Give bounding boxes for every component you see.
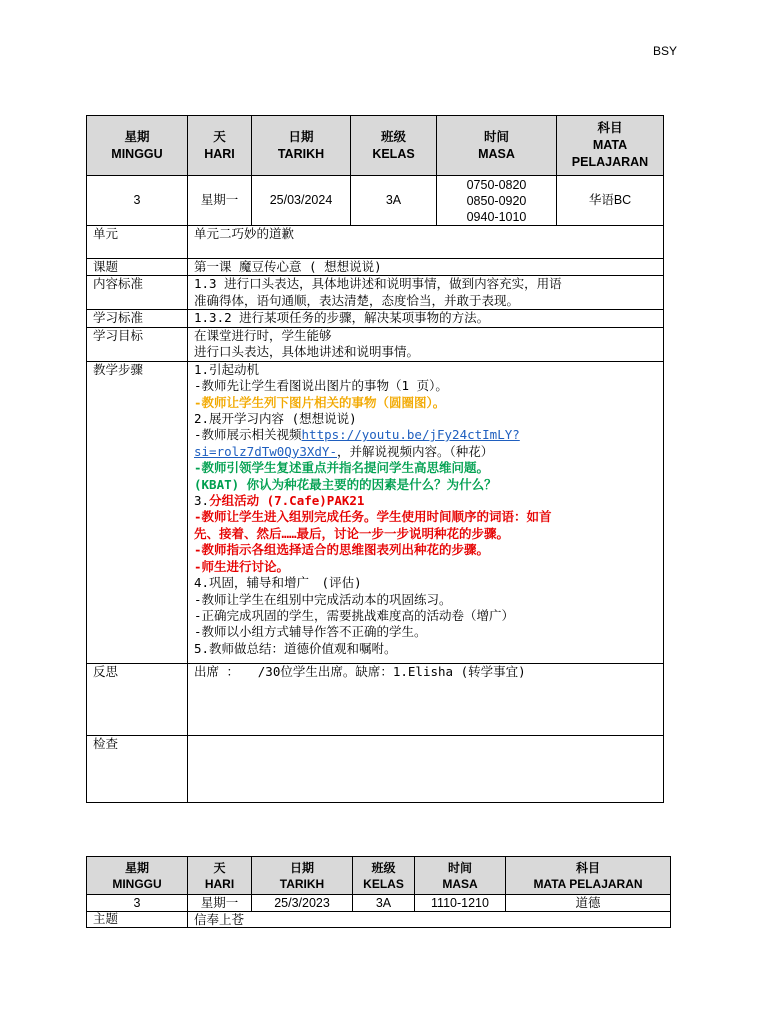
learning-label: 学习标准 (87, 310, 188, 327)
row-check (87, 735, 664, 802)
unit-label: 单元 (87, 226, 188, 259)
header-kelas: 班级 KELAS (351, 116, 437, 176)
masa-value: 0750-0820 0850-0920 0940-1010 (437, 176, 557, 226)
step-line: -教师让学生在组别中完成活动本的巩固练习。 (194, 591, 452, 607)
minggu-value: 3 (87, 176, 188, 226)
tarikh-value: 25/3/2023 (252, 895, 353, 912)
step-line-highlight: -教师让学生进入组别完成任务。学生使用时间顺序的词语：如首 (194, 509, 552, 525)
step-line-highlight: (KBAT) 你认为种花最主要的的因素是什么？为什么？ (194, 476, 497, 492)
step-line: -教师先让学生看图说出图片的事物（1 页）。 (194, 378, 448, 394)
step-line-highlight: -教师引领学生复述重点并指名提问学生高思维问题。 (194, 460, 490, 476)
steps-label: 教学步骤 (87, 361, 188, 663)
header-minggu: 星期 MINGGU (87, 116, 188, 176)
row-objective (87, 327, 664, 361)
header-masa: 时间 MASA (437, 116, 557, 176)
check-label: 检查 (87, 735, 188, 802)
kelas-value: 3A (353, 895, 415, 912)
row-learning (87, 310, 664, 327)
theme-value: 信奉上苍 (188, 912, 671, 928)
video-link[interactable]: https://youtu.be/jFy24ctImLY? (301, 427, 520, 443)
row-topic (87, 259, 664, 276)
content-value: 1.3 进行口头表达，具体地讲述和说明事情，做到内容充实，用语 准确得体，语句通顺，表达清楚，态度恰当，并敢于表现。 (188, 276, 664, 310)
header-row-2 (87, 857, 671, 895)
learning-value: 1.3.2 进行某项任务的步骤，解决某项事物的方法。 (188, 310, 664, 327)
header-tarikh: 日期 TARIKH (252, 857, 353, 895)
step-line: 1.引起动机 (194, 361, 260, 377)
step-line: -教师展示相关视频https://youtu.be/jFy24ctImLY? (194, 427, 520, 443)
check-value (188, 735, 664, 802)
header-masa: 时间 MASA (415, 857, 506, 895)
subjek-value: 道德 (506, 895, 671, 912)
step-line-highlight: 先、接着、然后……最后，讨论一步一步说明种花的步骤。 (194, 525, 510, 541)
header-tag: BSY (653, 44, 678, 58)
hari-value: 星期一 (188, 176, 252, 226)
kelas-value: 3A (351, 176, 437, 226)
header-minggu: 星期 MINGGU (87, 857, 188, 895)
header-tarikh: 日期 TARIKH (252, 116, 351, 176)
reflection-label: 反思 (87, 663, 188, 735)
values-row-2 (87, 895, 671, 912)
objective-value: 在课堂进行时，学生能够 进行口头表达，具体地讲述和说明事情。 (188, 327, 664, 361)
reflection-value: 出席 ： /30位学生出席。缺席：1.Elisha (转学事宜) (188, 663, 664, 735)
step-line: 4.巩固，辅导和增广 (评估) (194, 575, 362, 591)
step-line: 2.展开学习内容 (想想说说) (194, 411, 357, 427)
theme-label: 主题 (87, 912, 188, 928)
step-line: si=rolz7dTw0Qy3XdY-，并解说视频内容。（种花） (194, 443, 494, 459)
step-line-highlight: -师生进行讨论。 (194, 558, 290, 574)
step-line: -教师以小组方式辅导作答不正确的学生。 (194, 624, 427, 640)
minggu-value: 3 (87, 895, 188, 912)
subjek-value: 华语BC (557, 176, 664, 226)
lesson-plan-table-2 (86, 856, 671, 928)
header-kelas: 班级 KELAS (353, 857, 415, 895)
lesson-plan-table-1 (86, 115, 664, 803)
content-label: 内容标准 (87, 276, 188, 310)
step-line-highlight: -教师指示各组选择适合的思维图表列出种花的步骤。 (194, 542, 490, 558)
header-hari: 天 HARI (188, 857, 252, 895)
header-hari: 天 HARI (188, 116, 252, 176)
steps-value (188, 361, 664, 663)
step-line: -正确完成巩固的学生，需要挑战难度高的活动卷（增广） (194, 607, 515, 623)
step-line: 5.教师做总结：道德价值观和嘱咐。 (194, 640, 397, 656)
hari-value: 星期一 (188, 895, 252, 912)
topic-label: 课题 (87, 259, 188, 276)
row-reflection (87, 663, 664, 735)
objective-label: 学习目标 (87, 327, 188, 361)
row-unit (87, 226, 664, 259)
step-line: 3.分组活动 (7.Cafe)PAK21 (194, 493, 365, 509)
topic-value: 第一课 魔豆传心意 ( 想想说说) (188, 259, 664, 276)
step-line-highlight: -教师让学生列下图片相关的事物（圆圈图）。 (194, 394, 446, 410)
row-steps (87, 361, 664, 663)
header-subjek: 科目 MATA PELAJARAN (557, 116, 664, 176)
header-row (87, 116, 664, 176)
row-content (87, 276, 664, 310)
video-link-cont[interactable]: si=rolz7dTw0Qy3XdY- (194, 443, 337, 459)
tarikh-value: 25/03/2024 (252, 176, 351, 226)
unit-value: 单元二巧妙的道歉 (188, 226, 664, 259)
header-subjek: 科目 MATA PELAJARAN (506, 857, 671, 895)
row-theme (87, 912, 671, 928)
values-row (87, 176, 664, 226)
masa-value: 1110-1210 (415, 895, 506, 912)
